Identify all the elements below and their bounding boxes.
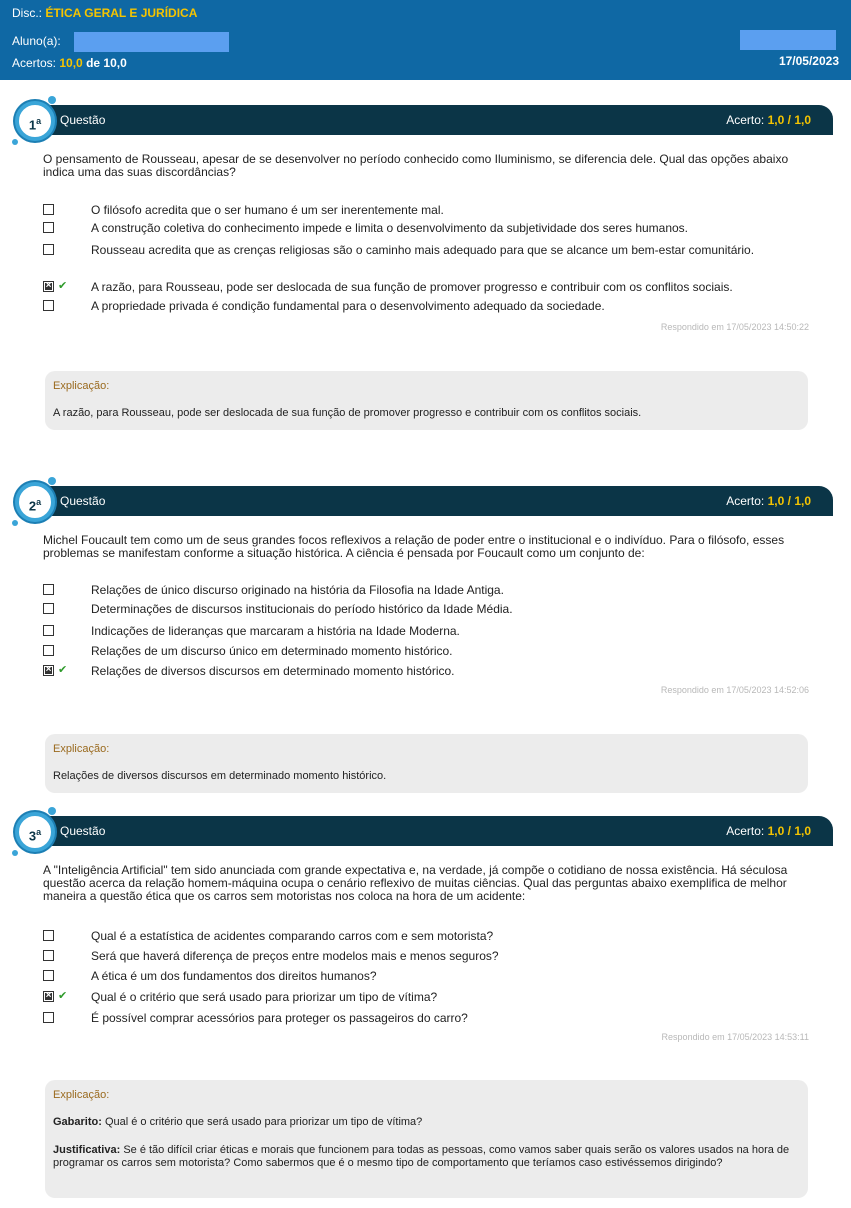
answered-timestamp: Respondido em 17/05/2023 14:52:06 (660, 685, 809, 695)
option-text: A propriedade privada é condição fundamental para o desenvolvimento adequado da sociedade. (91, 299, 605, 313)
score-label: Acerto: (726, 494, 765, 508)
question-3-stem: A "Inteligência Artificial" tem sido anunciada com grande expectativa e, na verdade, já compõe o cotidiano de nossa existência. Há séculosa questão acerca da relação homem-máquina ocupa o cenário reflexivo de muitas ciências. Qual das perguntas abaixo exemplifica de melhor maneira a questão ética que os carros sem motoristas nos coloca na hora de um acidente: (43, 863, 788, 903)
student-label: Aluno(a): (12, 34, 61, 49)
badge-tail-icon (12, 520, 18, 526)
explanation-text: Relações de diversos discursos em determinado momento histórico. (53, 770, 387, 782)
question-score (726, 494, 811, 508)
discipline-label: Disc.: (12, 6, 42, 20)
explanation-label: Explicação: (53, 380, 110, 392)
score-sep: / (787, 824, 791, 838)
question-1-badge (15, 101, 55, 141)
gabarito-label: Gabarito: (53, 1116, 102, 1128)
checkbox-icon[interactable] (43, 645, 54, 656)
checkbox-icon[interactable] (43, 300, 54, 311)
hits-sep: de (86, 56, 101, 70)
badge-tail-icon (12, 139, 18, 145)
justificativa-label: Justificativa: (53, 1144, 121, 1156)
checkbox-checked-icon[interactable] (43, 665, 54, 676)
question-2-bar (45, 486, 833, 516)
hits-value: 10,0 (59, 56, 83, 70)
correct-check-icon: ✔ (58, 280, 68, 292)
checkbox-icon[interactable] (43, 204, 54, 215)
option-text: Qual é a estatística de acidentes comparando carros com e sem motorista? (91, 929, 494, 943)
correct-check-icon: ✔ (58, 664, 68, 676)
gabarito-line (53, 1116, 798, 1129)
question-title: Questão (60, 113, 106, 127)
score-label: Acerto: (726, 113, 765, 127)
gabarito-text: Qual é o critério que será usado para priorizar um tipo de vítima? (104, 1116, 423, 1128)
checkbox-checked-icon[interactable] (43, 281, 54, 292)
question-1-stem: O pensamento de Rousseau, apesar de se desenvolver no período conhecido como Iluminismo, se diferencia dele. Qual das opções abaixo indica uma das suas discordâncias? (43, 152, 789, 179)
justificativa-text: Se é tão difícil criar éticas e morais que funcionem para todas as pessoas, como vamos saber quais serão os valores usados na hora de programar os carros sem motorista? Como sabermos que é o mesmo tipo de comportamento que teríamos caso estivéssemos dirigindo? (53, 1144, 790, 1169)
explanation-label: Explicação: (53, 743, 110, 755)
option-text: A razão, para Rousseau, pode ser deslocada de sua função de promover progresso e contribuir com os conflitos sociais. (91, 280, 733, 294)
checkbox-checked-icon[interactable] (43, 991, 54, 1002)
checkbox-icon[interactable] (43, 1012, 54, 1023)
question-2-badge (15, 482, 55, 522)
checkbox-icon[interactable] (43, 970, 54, 981)
question-2-stem: Michel Foucault tem como um de seus grandes focos reflexivos a relação de poder entre o institucional e o indivíduo. Para o filósofo, esses problemas se manifestam conforme a situação histórica. A ciência é pensada por Foucault como um conjunto de: (43, 533, 785, 560)
score-label: Acerto: (726, 824, 765, 838)
exam-header (0, 0, 851, 80)
score-sep: / (787, 113, 791, 127)
answered-timestamp: Respondido em 17/05/2023 14:53:11 (661, 1032, 809, 1042)
question-score (726, 113, 811, 127)
checkbox-icon[interactable] (43, 584, 54, 595)
badge-tail-icon (12, 850, 18, 856)
score-value: 1,0 (767, 494, 785, 508)
option-text: A construção coletiva do conhecimento impede e limita o desenvolvimento da subjetividade dos seres humanos. (91, 221, 689, 235)
exam-date: 17/05/2023 (778, 54, 839, 68)
checkbox-icon[interactable] (43, 222, 54, 233)
question-number: 1$^a$ (28, 116, 42, 133)
option-text: Rousseau acredita que as crenças religiosas são o caminho mais adequado para que se alcance um bem-estar comunitário. (91, 243, 755, 257)
option-text: O filósofo acredita que o ser humano é um ser inerentemente mal. (91, 203, 444, 217)
explanation-label: Explicação: (53, 1089, 110, 1101)
explanation-text: A razão, para Rousseau, pode ser deslocada de sua função de promover progresso e contribuir com os conflitos sociais. (53, 407, 642, 419)
checkbox-icon[interactable] (43, 625, 54, 636)
badge-dot-icon (48, 477, 56, 485)
hits-label: Acertos: (12, 56, 57, 70)
correct-check-icon: ✔ (58, 990, 68, 1002)
hits-total: 10,0 (103, 56, 127, 70)
question-1-bar (45, 105, 833, 135)
question-title: Questão (60, 824, 106, 838)
question-2-explanation (45, 734, 808, 793)
option-text: Determinações de discursos institucionais do período histórico da Idade Média. (91, 602, 513, 616)
question-number: 3$^a$ (28, 827, 42, 844)
option-text: Relações de diversos discursos em determinado momento histórico. (91, 664, 455, 678)
question-title: Questão (60, 494, 106, 508)
badge-dot-icon (48, 96, 56, 104)
question-1-explanation (45, 371, 808, 430)
option-text: É possível comprar acessórios para proteger os passageiros do carro? (91, 1011, 468, 1025)
checkbox-icon[interactable] (43, 244, 54, 255)
option-text: Será que haverá diferença de preços entre modelos mais e menos seguros? (91, 949, 499, 963)
question-number: 2$^a$ (28, 497, 42, 514)
score-total: 1,0 (794, 113, 811, 127)
question-3-bar (45, 816, 833, 846)
score-value: 1,0 (767, 824, 785, 838)
justificativa-block (53, 1144, 798, 1170)
question-3-badge (15, 812, 55, 852)
discipline-name: ÉTICA GERAL E JURÍDICA (45, 6, 198, 20)
score-sep: / (787, 494, 791, 508)
student-name-redacted (74, 32, 229, 52)
option-text: Indicações de lideranças que marcaram a história na Idade Moderna. (91, 624, 460, 638)
badge-dot-icon (48, 807, 56, 815)
question-3-explanation (45, 1080, 808, 1198)
checkbox-icon[interactable] (43, 950, 54, 961)
checkbox-icon[interactable] (43, 930, 54, 941)
option-text: A ética é um dos fundamentos dos direitos humanos? (91, 969, 377, 983)
student-row (12, 32, 229, 52)
question-score (726, 824, 811, 838)
answered-timestamp: Respondido em 17/05/2023 14:50:22 (660, 322, 809, 332)
discipline-row (12, 6, 197, 20)
option-text: Relações de um discurso único em determinado momento histórico. (91, 644, 453, 658)
hits-row (12, 56, 127, 70)
student-id-redacted (740, 30, 836, 50)
option-text: Qual é o critério que será usado para priorizar um tipo de vítima? (91, 990, 438, 1004)
score-total: 1,0 (794, 494, 811, 508)
score-total: 1,0 (794, 824, 811, 838)
option-text: Relações de único discurso originado na história da Filosofia na Idade Antiga. (91, 583, 504, 597)
score-value: 1,0 (767, 113, 785, 127)
checkbox-icon[interactable] (43, 603, 54, 614)
